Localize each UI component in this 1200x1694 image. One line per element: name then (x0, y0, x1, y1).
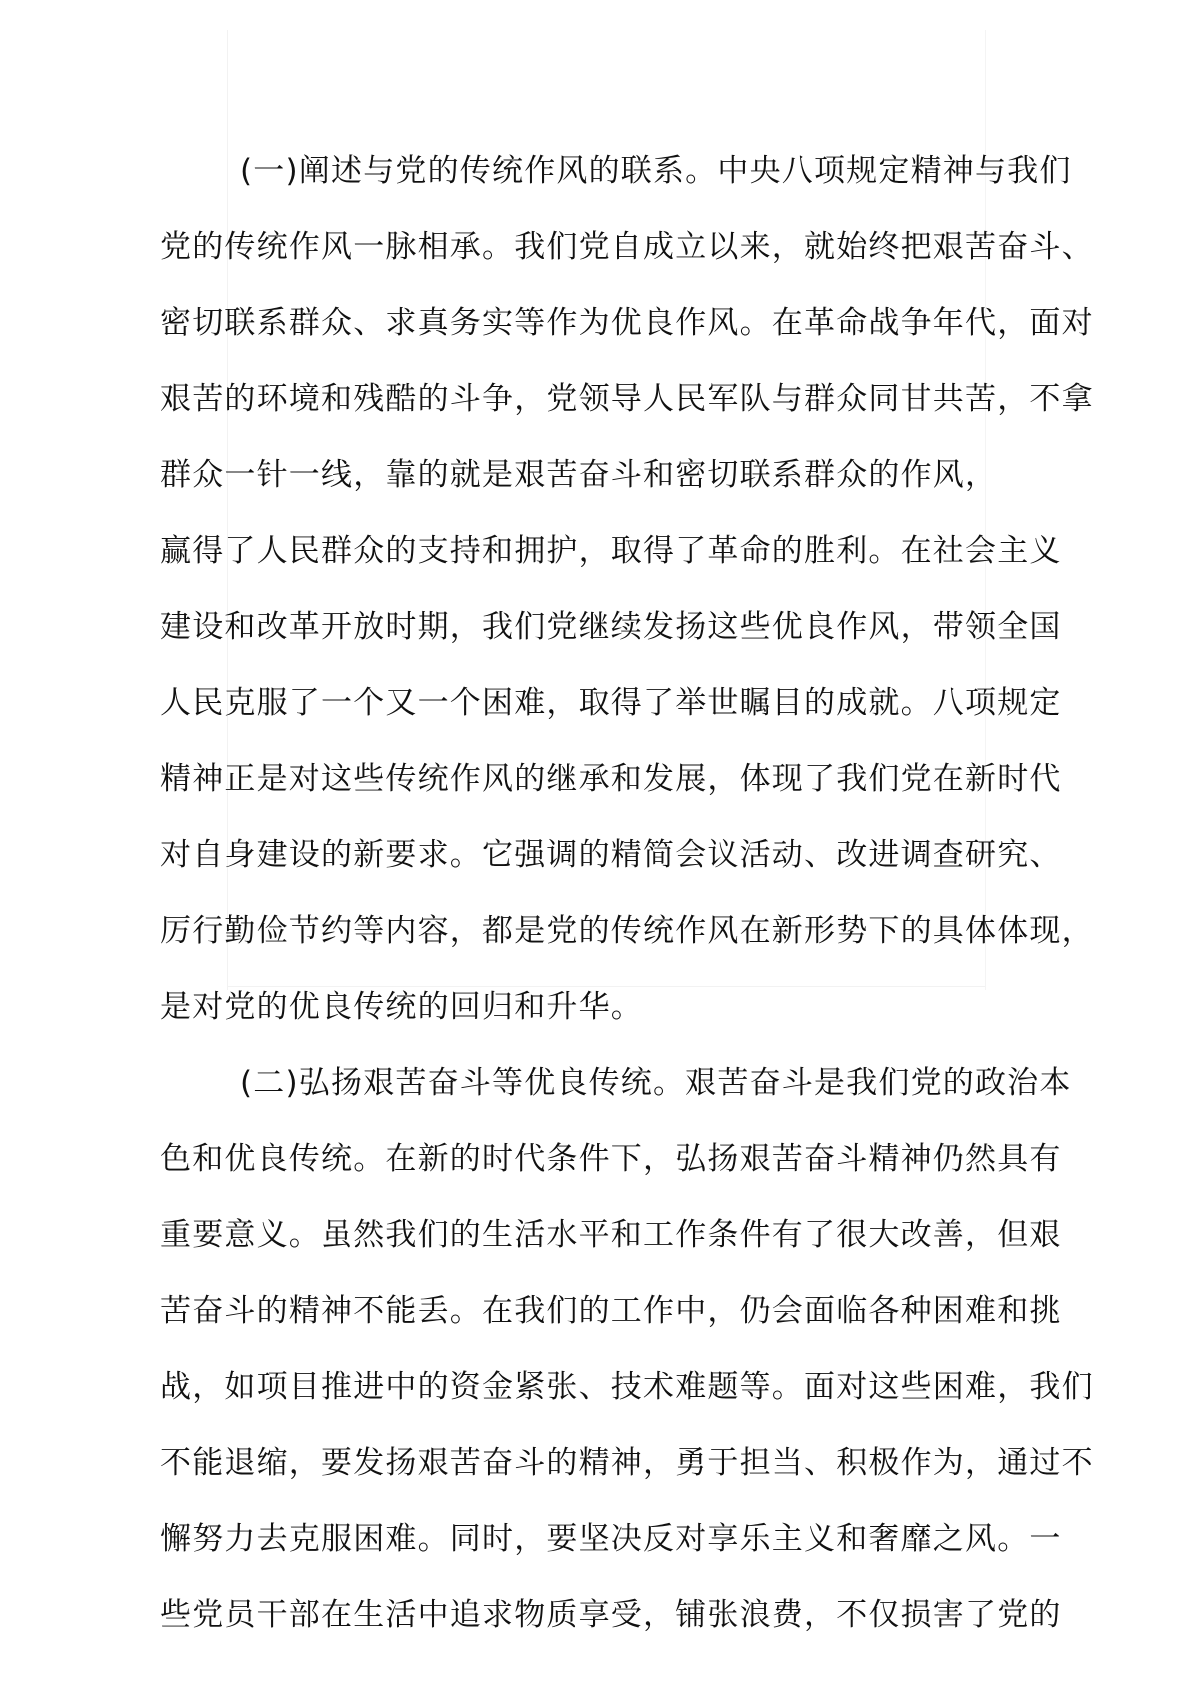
text-line: 党的传统作风一脉相承。我们党自成立以来，就始终把艰苦奋斗、 (160, 229, 1094, 265)
text-line: 些党员干部在生活中追求物质享受，铺张浪费，不仅损害了党的 (160, 1597, 1062, 1633)
text-line: 对自身建设的新要求。它强调的精简会议活动、改进调查研究、 (160, 837, 1062, 873)
text-line: 群众一针一线，靠的就是艰苦奋斗和密切联系群众的作风， (160, 457, 998, 493)
text-line: 艰苦的环境和残酷的斗争，党领导人民军队与群众同甘共苦，不拿 (160, 381, 1094, 417)
text-line: 密切联系群众、求真务实等作为优良作风。在革命战争年代，面对 (160, 305, 1094, 341)
text-line: 懈努力去克服困难。同时，要坚决反对享乐主义和奢靡之风。一 (160, 1521, 1062, 1557)
body-text (160, 133, 1120, 1653)
text-line: 不能退缩，要发扬艰苦奋斗的精神，勇于担当、积极作为，通过不 (160, 1445, 1094, 1481)
text-line: 战，如项目推进中的资金紧张、技术难题等。面对这些困难，我们 (160, 1369, 1094, 1405)
text-line: 精神正是对这些传统作风的继承和发展，体现了我们党在新时代 (160, 761, 1062, 797)
text-line: 厉行勤俭节约等内容，都是党的传统作风在新形势下的具体体现， (160, 913, 1094, 949)
paragraph-1 (160, 133, 1120, 1045)
text-line: 人民克服了一个又一个困难，取得了举世瞩目的成就。八项规定 (160, 685, 1062, 721)
text-line: 重要意义。虽然我们的生活水平和工作条件有了很大改善，但艰 (160, 1217, 1062, 1253)
text-line: (一)阐述与党的传统作风的联系。中央八项规定精神与我们 (240, 153, 1072, 189)
text-line: 建设和改革开放时期，我们党继续发扬这些优良作风，带领全国 (160, 609, 1062, 645)
text-line: 苦奋斗的精神不能丢。在我们的工作中，仍会面临各种困难和挑 (160, 1293, 1062, 1329)
text-line: 赢得了人民群众的支持和拥护，取得了革命的胜利。在社会主义 (160, 533, 1062, 569)
text-line: 是对党的优良传统的回归和升华。 (160, 989, 643, 1025)
text-line: 色和优良传统。在新的时代条件下，弘扬艰苦奋斗精神仍然具有 (160, 1141, 1062, 1177)
text-line: (二)弘扬艰苦奋斗等优良传统。艰苦奋斗是我们党的政治本 (240, 1065, 1072, 1101)
paragraph-2 (160, 1045, 1120, 1653)
